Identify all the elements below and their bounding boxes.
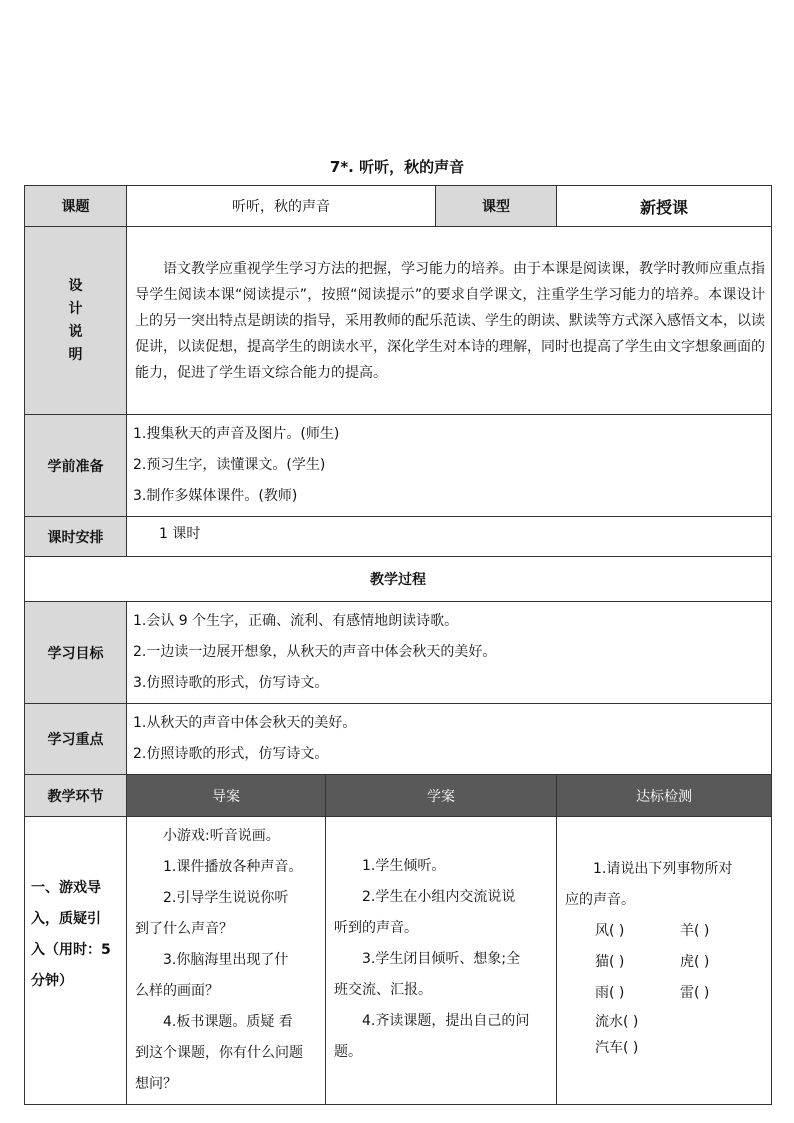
document-title: 7*. 听听，秋的声音 — [329, 158, 465, 176]
list-item: 1.搜集秋天的声音及图片。(师生) — [133, 426, 340, 442]
column-link: 教学环节 — [25, 775, 127, 817]
list-item: 2.仿照诗歌的形式，仿写诗文。 — [133, 746, 329, 762]
section-label: 一、游戏导 入，质疑引 入（用时：5 分钟） — [25, 817, 127, 1105]
column-guide: 导案 — [127, 775, 326, 817]
design-description: 语文教学应重视学生学习方法的把握，学习能力的培养。由于本课是阅读课，教学时教师应重点指导学生阅读本课“阅读提示”，按照“阅读提示”的要求自学课文，注重学生学习能力的培养。本课设计上的另一突出特点是朗读的指导，采用教师的配乐范读、学生的朗读、默读等方式深入感悟文本，以读促讲，以读促想，提高学生的朗读水平，深化学生对本诗的理解，同时也提高了学生由文字想象画面的能力，促进了学生语文综合能力的提高。 — [127, 227, 772, 415]
goals-list — [127, 602, 772, 704]
column-study: 学案 — [326, 775, 557, 817]
design-label: 设 计 说 明 — [25, 227, 127, 415]
list-item: 1.从秋天的声音中体会秋天的美好。 — [133, 715, 357, 731]
focus-list — [127, 704, 772, 775]
list-item: 3.仿照诗歌的形式，仿写诗文。 — [133, 675, 329, 691]
check-pair: 雨( ) 雷( ) — [595, 985, 710, 1001]
check-cell: 1.请说出下列事物所对 应的声音。 风( ) 羊( ) 猫( ) 虎( ) 雨( ) 雷( ) 流水( ) 汽车( ) — [557, 817, 772, 1105]
prep-label: 学前准备 — [25, 415, 127, 517]
prep-list — [127, 415, 772, 517]
focus-label: 学习重点 — [25, 704, 127, 775]
check-pair: 猫( ) 虎( ) — [595, 954, 710, 970]
list-item: 2.预习生字，读懂课文。(学生) — [133, 457, 326, 473]
schedule-value: 1 课时 — [127, 517, 772, 557]
topic-label: 课题 — [25, 186, 127, 227]
process-title: 教学过程 — [25, 557, 772, 602]
list-item: 3.制作多媒体课件。(教师) — [133, 488, 298, 504]
type-label: 课型 — [436, 186, 557, 227]
guide-cell: 小游戏:听音说画。 1.课件播放各种声音。 2.引导学生说说你听 到了什么声音？ 3.你脑海里出现了什 么样的画面？ 4.板书课题。质疑 看 到这个课题，你有什么问题 想问？ — [127, 817, 326, 1105]
topic-value: 听听，秋的声音 — [127, 186, 436, 227]
type-value: 新授课 — [557, 186, 772, 227]
list-item: 2.一边读一边展开想象，从秋天的声音中体会秋天的美好。 — [133, 644, 497, 660]
schedule-label: 课时安排 — [25, 517, 127, 557]
goals-label: 学习目标 — [25, 602, 127, 704]
study-cell: 1.学生倾听。 2.学生在小组内交流说说 听到的声音。 3.学生闭目倾听、想象;全 班交流、汇报。 4.齐读课题，提出自己的问 题。 — [326, 817, 557, 1105]
list-item: 1.会认 9 个生字，正确、流利、有感情地朗读诗歌。 — [133, 613, 459, 629]
check-pair: 风( ) 羊( ) — [595, 923, 710, 939]
column-check: 达标检测 — [557, 775, 772, 817]
lesson-plan-table — [24, 185, 772, 1105]
